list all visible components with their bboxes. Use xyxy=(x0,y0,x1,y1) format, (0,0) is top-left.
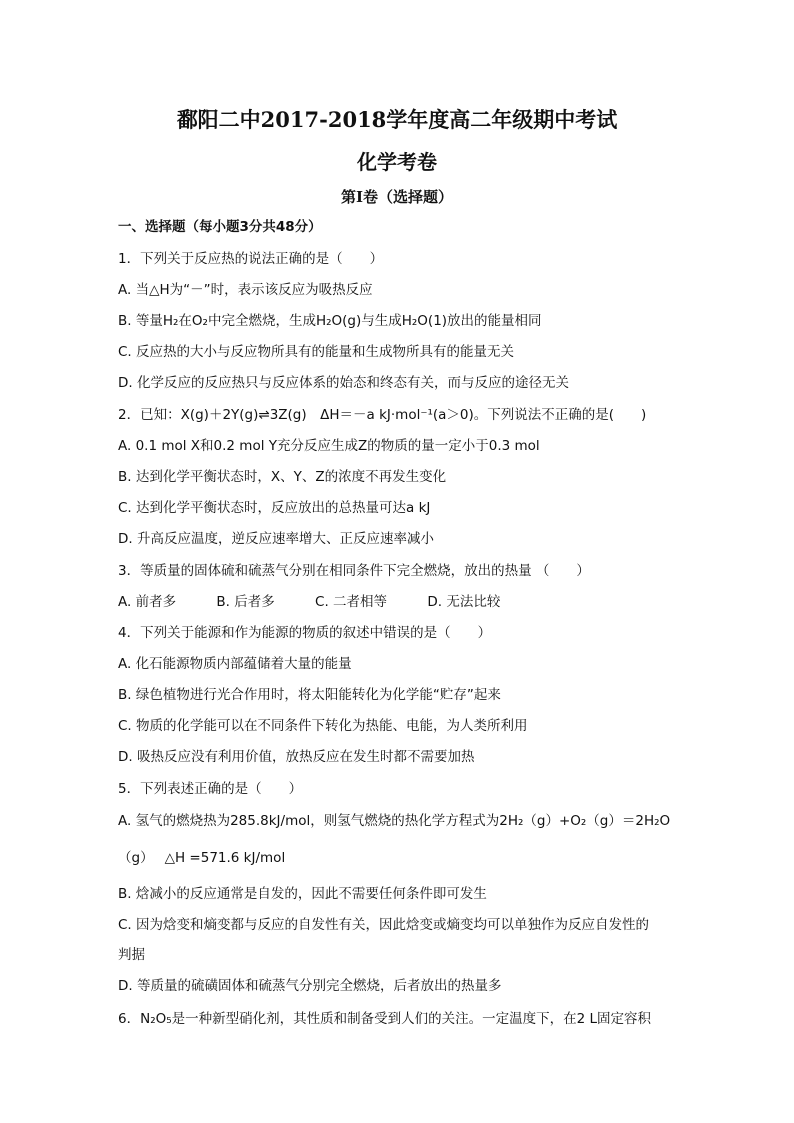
q2-option-c: C. 达到化学平衡状态时，反应放出的总热量可达a kJ xyxy=(118,500,431,516)
q5-option-c-line2: 判据 xyxy=(118,947,145,963)
q4-option-c: C. 物质的化学能可以在不同条件下转化为热能、电能，为人类所利用 xyxy=(118,718,528,734)
q2-option-a: A. 0.1 mol X和0.2 mol Y充分反应生成Z的物质的量一定小于0.3 mol xyxy=(118,438,540,454)
q3-option-d: D. 无法比较 xyxy=(427,594,501,610)
q5-option-d: D. 等质量的硫磺固体和硫蒸气分别完全燃烧，后者放出的热量多 xyxy=(118,978,502,994)
q1-option-d: D. 化学反应的反应热只与反应体系的始态和终态有关，而与反应的途径无关 xyxy=(118,375,569,391)
q2-option-b: B. 达到化学平衡状态时，X、Y、Z的浓度不再发生变化 xyxy=(118,469,447,485)
section-heading: 一、选择题（每小题3分共48分） xyxy=(118,219,322,235)
q3-option-b: B. 后者多 xyxy=(216,594,275,610)
exam-title: 鄱阳二中2017-2018学年度高二年级期中考试 xyxy=(176,107,618,132)
q3-option-c: C. 二者相等 xyxy=(315,594,388,610)
q1-option-c: C. 反应热的大小与反应物所具有的能量和生成物所具有的能量无关 xyxy=(118,344,515,360)
q2-option-d: D. 升高反应温度，逆反应速率增大、正反应速率减小 xyxy=(118,531,434,547)
q4-option-a: A. 化石能源物质内部蕴储着大量的能量 xyxy=(118,656,352,672)
q5-option-a-line1: A. 氢气的燃烧热为285.8kJ/mol，则氢气燃烧的热化学方程式为2H₂（g）+O₂（g）＝2H₂O xyxy=(118,813,671,829)
q1-option-a: A. 当△H为“－”时，表示该反应为吸热反应 xyxy=(118,282,373,298)
q5-option-b: B. 焓减小的反应通常是自发的，因此不需要任何条件即可发生 xyxy=(118,886,487,902)
q2-stem: 2．已知：X(g)＋2Y(g)⇌3Z(g) ΔH＝－a kJ·mol⁻¹(a＞0)。下列说法不正确的是( ) xyxy=(118,407,647,423)
q1-option-b: B. 等量H₂在O₂中完全燃烧，生成H₂O(g)与生成H₂O(1)放出的能量相同 xyxy=(118,313,542,329)
q6-stem: 6．N₂O₅是一种新型硝化剂，其性质和制备受到人们的关注。一定温度下，在2 L固定容积 xyxy=(118,1011,652,1027)
q5-option-a-line2: （g） △H =571.6 kJ/mol xyxy=(118,850,286,866)
q4-option-d: D. 吸热反应没有利用价值，放热反应在发生时都不需要加热 xyxy=(118,749,475,765)
exam-subtitle: 化学考卷 xyxy=(357,150,437,174)
part-heading: 第Ⅰ卷（选择题） xyxy=(340,188,454,206)
q4-stem: 4．下列关于能源和作为能源的物质的叙述中错误的是（ ） xyxy=(118,625,492,641)
q4-option-b: B. 绿色植物进行光合作用时，将太阳能转化为化学能“贮存”起来 xyxy=(118,687,501,703)
q1-stem: 1．下列关于反应热的说法正确的是（ ） xyxy=(118,251,384,267)
q3-options xyxy=(118,593,500,611)
q5-option-c-line1: C. 因为焓变和熵变都与反应的自发性有关，因此焓变或熵变均可以单独作为反应自发性的 xyxy=(118,917,650,933)
q5-stem: 5．下列表述正确的是（ ） xyxy=(118,781,303,797)
q3-option-a: A. 前者多 xyxy=(118,594,177,610)
q3-stem: 3．等质量的固体硫和硫蒸气分别在相同条件下完全燃烧，放出的热量 （ ） xyxy=(118,563,590,579)
